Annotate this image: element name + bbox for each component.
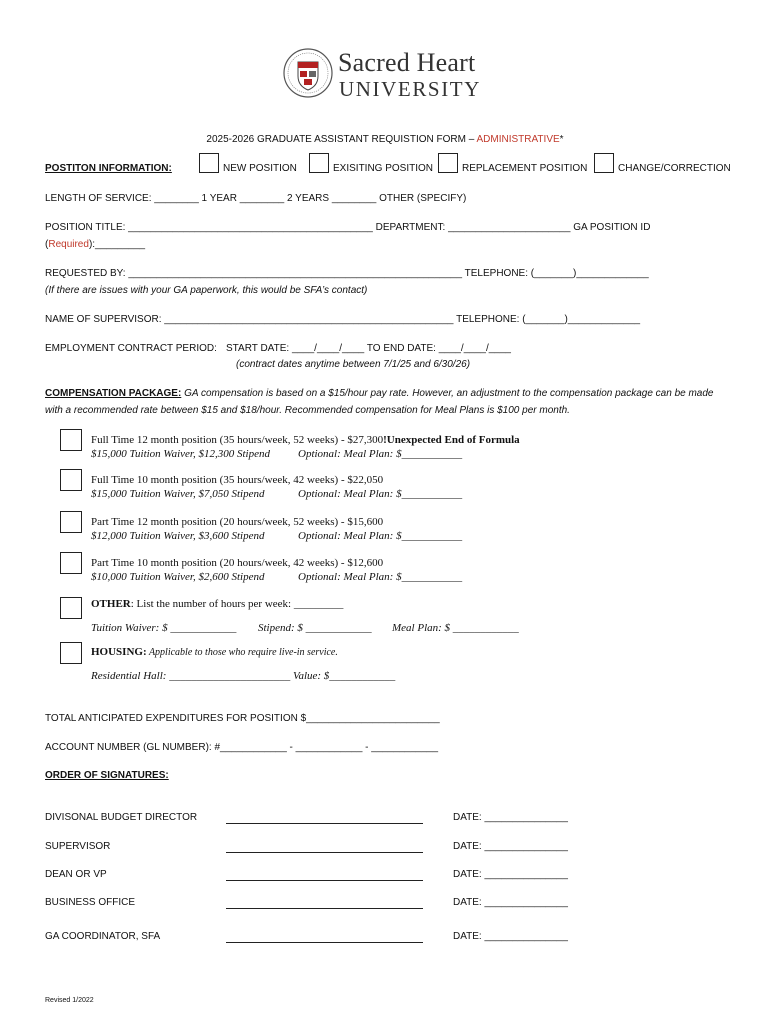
signature-line-dean[interactable] [226,880,423,881]
option-full-time-12-detail: $15,000 Tuition Waiver, $12,300 Stipend [91,448,270,460]
option-full-time-12-checkbox[interactable] [60,429,82,451]
other-stipend-field[interactable]: Stipend: $ ____________ [258,622,372,634]
date-field-budget-director[interactable]: DATE: _______________ [453,812,568,823]
option-part-time-12-label: Part Time 12 month position (20 hours/week, 52 weeks) - $15,600 [91,516,384,528]
date-field-business-office[interactable]: DATE: _______________ [453,897,568,908]
option-part-time-12-meal[interactable]: Optional: Meal Plan: $___________ [298,530,463,542]
change-correction-label: CHANGE/CORRECTION [618,163,731,174]
signature-label-business-office: BUSINESS OFFICE [45,897,136,908]
date-field-supervisor[interactable]: DATE: _______________ [453,841,568,852]
requested-by-field[interactable]: REQUESTED BY: ____________________________________________________________ TELEPHONE: (_______)_____________ [45,268,649,279]
replacement-position-label: REPLACEMENT POSITION [462,163,588,174]
existing-position-label: EXISITING POSITION [333,163,434,174]
option-part-time-12-detail: $12,000 Tuition Waiver, $3,600 Stipend [91,530,265,542]
form-title [0,134,770,145]
new-position-label: NEW POSITION [223,163,297,174]
signature-line-business-office[interactable] [226,908,423,909]
option-full-time-12-label: Full Time 12 month position (35 hours/week, 52 weeks) - $27,300!Unexpected End of Formula [91,434,520,446]
option-full-time-12-meal[interactable]: Optional: Meal Plan: $___________ [298,448,463,460]
signature-line-supervisor[interactable] [226,852,423,853]
contract-period-label: EMPLOYMENT CONTRACT PERIOD: [45,343,217,354]
position-title-field[interactable]: POSITION TITLE: ____________________________________________ DEPARTMENT: ______________________ GA POSITION ID [45,222,651,233]
compensation-paragraph-2: with a recommended rate between $15 and $18/hour. Recommended compensation for Meal Plans is $100 per month. [45,405,570,416]
new-position-checkbox[interactable] [199,153,219,173]
option-part-time-10-label: Part Time 10 month position (20 hours/week, 42 weeks) - $12,600 [91,557,384,569]
replacement-position-checkbox[interactable] [438,153,458,173]
signature-label-ga-coordinator: GA COORDINATOR, SFA [45,931,161,942]
form-title-main: 2025-2026 GRADUATE ASSISTANT REQUISTION FORM – [206,134,477,145]
total-expenditures-field[interactable]: TOTAL ANTICIPATED EXPENDITURES FOR POSITION $________________________ [45,713,440,724]
option-full-time-10-label: Full Time 10 month position (35 hours/week, 42 weeks) - $22,050 [91,474,384,486]
contract-dates-field[interactable]: START DATE: ____/____/____ TO END DATE: ____/____/____ [226,343,511,354]
housing-label: HOUSING: Applicable to those who require live-in service. [91,646,338,658]
position-info-label: POSTITON INFORMATION: [45,163,172,174]
date-field-ga-coordinator[interactable]: DATE: _______________ [453,931,568,942]
option-housing-checkbox[interactable] [60,642,82,664]
form-title-admin: ADMINISTRATIVE [476,134,560,145]
form-title-star: * [559,134,564,145]
signature-label-dean: DEAN OR VP [45,869,107,880]
date-field-dean[interactable]: DATE: _______________ [453,869,568,880]
option-full-time-10-meal[interactable]: Optional: Meal Plan: $___________ [298,488,463,500]
option-other-checkbox[interactable] [60,597,82,619]
compensation-heading: COMPENSATION PACKAGE: [45,388,182,399]
option-full-time-10-checkbox[interactable] [60,469,82,491]
option-part-time-12-checkbox[interactable] [60,511,82,533]
residential-hall-field[interactable]: Residential Hall: ______________________ Value: $____________ [91,670,396,682]
university-seal-icon [283,48,333,98]
revised-footer: Revised 1/2022 [45,997,94,1004]
option-part-time-10-meal[interactable]: Optional: Meal Plan: $___________ [298,571,463,583]
account-number-field[interactable]: ACCOUNT NUMBER (GL NUMBER): #____________ - ____________ - ____________ [45,742,439,753]
existing-position-checkbox[interactable] [309,153,329,173]
signatures-heading: ORDER OF SIGNATURES: [45,770,169,781]
compensation-paragraph: COMPENSATION PACKAGE: GA compensation is based on a $15/hour pay rate. However, an adjustment to the compensation package can be made [45,388,714,399]
required-label: Required [48,239,89,250]
logo-line-2: UNIVERSITY [339,77,481,101]
contract-dates-note: (contract dates anytime between 7/1/25 and 6/30/26) [236,359,471,370]
formula-error-text: !Unexpected End of Formula [383,434,520,446]
sfa-contact-note: (If there are issues with your GA paperwork, this would be SFA’s contact) [45,285,368,296]
supervisor-field[interactable]: NAME OF SUPERVISOR: ____________________________________________________ TELEPHONE: (_______)_____________ [45,314,641,325]
other-tuition-field[interactable]: Tuition Waiver: $ ____________ [91,622,237,634]
other-hours-field[interactable]: : List the number of hours per week: _________ [130,598,344,610]
change-correction-checkbox[interactable] [594,153,614,173]
option-part-time-10-checkbox[interactable] [60,552,82,574]
option-part-time-10-detail: $10,000 Tuition Waiver, $2,600 Stipend [91,571,265,583]
option-full-time-10-detail: $15,000 Tuition Waiver, $7,050 Stipend [91,488,265,500]
length-of-service-field[interactable]: LENGTH OF SERVICE: ________ 1 YEAR ________ 2 YEARS ________ OTHER (SPECIFY) [45,193,467,204]
signature-line-ga-coordinator[interactable] [226,942,423,943]
ga-position-id-field[interactable]: (Required):_________ [45,239,146,250]
logo-line-1: Sacred Heart [338,48,476,77]
signature-label-supervisor: SUPERVISOR [45,841,111,852]
other-meal-field[interactable]: Meal Plan: $ ____________ [392,622,519,634]
signature-line-budget-director[interactable] [226,823,423,824]
option-other-label: OTHER: List the number of hours per week: _________ [91,598,344,610]
signature-label-budget-director: DIVISONAL BUDGET DIRECTOR [45,812,198,823]
